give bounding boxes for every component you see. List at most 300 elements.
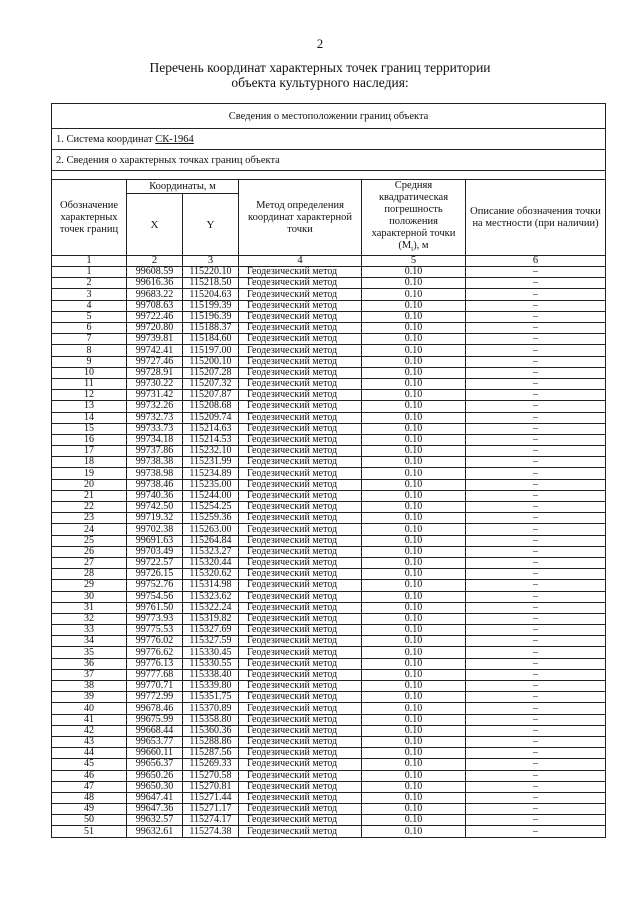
- description: –: [466, 770, 606, 781]
- method: Геодезический метод: [239, 468, 362, 479]
- method: Геодезический метод: [239, 300, 362, 311]
- table-row: [52, 792, 606, 803]
- point-number: 7: [52, 334, 127, 345]
- coord-x: 99742.50: [127, 502, 183, 513]
- error: 0.10: [362, 289, 466, 300]
- table-row: [52, 613, 606, 624]
- coord-y: 115274.38: [183, 826, 239, 837]
- method: Геодезический метод: [239, 692, 362, 703]
- coord-x: 99616.36: [127, 278, 183, 289]
- description: –: [466, 759, 606, 770]
- error: 0.10: [362, 390, 466, 401]
- description: –: [466, 636, 606, 647]
- column-number: 1: [52, 256, 127, 267]
- method: Геодезический метод: [239, 423, 362, 434]
- point-number: 35: [52, 647, 127, 658]
- header-method: Метод определения координат характерной точки: [239, 180, 362, 256]
- error: 0.10: [362, 546, 466, 557]
- point-number: 15: [52, 423, 127, 434]
- table-row: [52, 479, 606, 490]
- coord-x: 99772.99: [127, 692, 183, 703]
- coord-y: 115235.00: [183, 479, 239, 490]
- coord-y: 115263.00: [183, 524, 239, 535]
- error: 0.10: [362, 748, 466, 759]
- point-number: 50: [52, 815, 127, 826]
- coord-y: 115199.39: [183, 300, 239, 311]
- coord-x: 99656.37: [127, 759, 183, 770]
- error: 0.10: [362, 703, 466, 714]
- method: Геодезический метод: [239, 591, 362, 602]
- table-row: [52, 300, 606, 311]
- coord-y: 115338.40: [183, 669, 239, 680]
- table-row: [52, 759, 606, 770]
- coord-y: 115339.80: [183, 681, 239, 692]
- table-row: [52, 378, 606, 389]
- table-row: [52, 334, 606, 345]
- method: Геодезический метод: [239, 323, 362, 334]
- coord-y: 115320.44: [183, 557, 239, 568]
- description: –: [466, 792, 606, 803]
- method: Геодезический метод: [239, 669, 362, 680]
- coord-y: 115207.87: [183, 390, 239, 401]
- table-row: [52, 714, 606, 725]
- point-number: 10: [52, 367, 127, 378]
- coord-y: 115207.28: [183, 367, 239, 378]
- description: –: [466, 725, 606, 736]
- point-number: 38: [52, 681, 127, 692]
- coord-y: 115330.45: [183, 647, 239, 658]
- points-section-label: 2. Сведения о характерных точках границ объекта: [52, 150, 606, 171]
- method: Геодезический метод: [239, 412, 362, 423]
- method: Геодезический метод: [239, 770, 362, 781]
- table-row: [52, 356, 606, 367]
- method: Геодезический метод: [239, 434, 362, 445]
- point-number: 37: [52, 669, 127, 680]
- coord-x: 99738.38: [127, 457, 183, 468]
- method: Геодезический метод: [239, 546, 362, 557]
- description: –: [466, 546, 606, 557]
- point-number: 20: [52, 479, 127, 490]
- coord-y: 115234.89: [183, 468, 239, 479]
- table-row: [52, 524, 606, 535]
- coordinates-table: [51, 103, 606, 838]
- error: 0.10: [362, 345, 466, 356]
- method: Геодезический метод: [239, 569, 362, 580]
- section-header: Сведения о местоположении границ объекта: [52, 104, 606, 129]
- error: 0.10: [362, 669, 466, 680]
- method: Геодезический метод: [239, 826, 362, 837]
- coord-y: 115270.58: [183, 770, 239, 781]
- table-row: [52, 748, 606, 759]
- description: –: [466, 524, 606, 535]
- description: –: [466, 804, 606, 815]
- error: 0.10: [362, 569, 466, 580]
- description: –: [466, 625, 606, 636]
- coord-y: 115244.00: [183, 490, 239, 501]
- coord-y: 115358.80: [183, 714, 239, 725]
- description: –: [466, 692, 606, 703]
- method: Геодезический метод: [239, 725, 362, 736]
- method: Геодезический метод: [239, 781, 362, 792]
- method: Геодезический метод: [239, 759, 362, 770]
- table-row: [52, 658, 606, 669]
- coord-x: 99775.53: [127, 625, 183, 636]
- description: –: [466, 748, 606, 759]
- coord-x: 99752.76: [127, 580, 183, 591]
- error: 0.10: [362, 625, 466, 636]
- table-row: [52, 412, 606, 423]
- table-row: [52, 815, 606, 826]
- table-row: [52, 546, 606, 557]
- point-number: 33: [52, 625, 127, 636]
- coord-x: 99683.22: [127, 289, 183, 300]
- point-number: 16: [52, 434, 127, 445]
- description: –: [466, 781, 606, 792]
- description: –: [466, 826, 606, 837]
- description: –: [466, 289, 606, 300]
- error: 0.10: [362, 804, 466, 815]
- point-number: 11: [52, 378, 127, 389]
- description: –: [466, 300, 606, 311]
- coord-x: 99647.36: [127, 804, 183, 815]
- header-description: Описание обозначения точки на местности (при наличии): [466, 180, 606, 256]
- description: –: [466, 490, 606, 501]
- coord-x: 99653.77: [127, 736, 183, 747]
- description: –: [466, 468, 606, 479]
- coord-y: 115184.60: [183, 334, 239, 345]
- point-number: 17: [52, 446, 127, 457]
- method: Геодезический метод: [239, 535, 362, 546]
- column-number: 3: [183, 256, 239, 267]
- point-number: 19: [52, 468, 127, 479]
- coord-y: 115287.56: [183, 748, 239, 759]
- method: Геодезический метод: [239, 457, 362, 468]
- point-number: 22: [52, 502, 127, 513]
- coord-y: 115327.69: [183, 625, 239, 636]
- description: –: [466, 267, 606, 278]
- description: –: [466, 602, 606, 613]
- table-row: [52, 826, 606, 837]
- description: –: [466, 580, 606, 591]
- document-title: [0, 60, 640, 90]
- error: 0.10: [362, 613, 466, 624]
- method: Геодезический метод: [239, 289, 362, 300]
- point-number: 26: [52, 546, 127, 557]
- coord-y: 115214.63: [183, 423, 239, 434]
- header-y: Y: [183, 194, 239, 256]
- coord-y: 115323.27: [183, 546, 239, 557]
- coord-x: 99761.50: [127, 602, 183, 613]
- description: –: [466, 736, 606, 747]
- error: 0.10: [362, 356, 466, 367]
- description: –: [466, 569, 606, 580]
- coord-x: 99777.68: [127, 669, 183, 680]
- point-number: 45: [52, 759, 127, 770]
- error: 0.10: [362, 580, 466, 591]
- method: Геодезический метод: [239, 524, 362, 535]
- header-x: X: [127, 194, 183, 256]
- error: 0.10: [362, 792, 466, 803]
- table-row: [52, 692, 606, 703]
- coord-y: 115220.10: [183, 267, 239, 278]
- table-row: [52, 446, 606, 457]
- method: Геодезический метод: [239, 490, 362, 501]
- error: 0.10: [362, 602, 466, 613]
- coord-x: 99776.02: [127, 636, 183, 647]
- error: 0.10: [362, 535, 466, 546]
- coord-x: 99734.18: [127, 434, 183, 445]
- coord-y: 115196.39: [183, 311, 239, 322]
- error: 0.10: [362, 479, 466, 490]
- coord-y: 115269.33: [183, 759, 239, 770]
- point-number: 23: [52, 513, 127, 524]
- coord-x: 99730.22: [127, 378, 183, 389]
- coord-x: 99719.32: [127, 513, 183, 524]
- table-row: [52, 602, 606, 613]
- description: –: [466, 647, 606, 658]
- error: 0.10: [362, 815, 466, 826]
- coord-y: 115274.17: [183, 815, 239, 826]
- point-number: 21: [52, 490, 127, 501]
- table-row: [52, 770, 606, 781]
- coord-x: 99739.81: [127, 334, 183, 345]
- coordinate-system: [52, 129, 606, 150]
- method: Геодезический метод: [239, 367, 362, 378]
- error: 0.10: [362, 725, 466, 736]
- coord-y: 115314.98: [183, 580, 239, 591]
- title-line-2: объекта культурного наследия:: [231, 75, 409, 90]
- table-row: [52, 367, 606, 378]
- method: Геодезический метод: [239, 748, 362, 759]
- point-number: 12: [52, 390, 127, 401]
- coord-x: 99647.41: [127, 792, 183, 803]
- method: Геодезический метод: [239, 736, 362, 747]
- coord-y: 115271.44: [183, 792, 239, 803]
- error: 0.10: [362, 446, 466, 457]
- error: 0.10: [362, 278, 466, 289]
- header-coordinates: Координаты, м: [127, 180, 239, 194]
- coord-x: 99770.71: [127, 681, 183, 692]
- description: –: [466, 815, 606, 826]
- coord-x: 99726.15: [127, 569, 183, 580]
- error: 0.10: [362, 513, 466, 524]
- error: 0.10: [362, 557, 466, 568]
- error: 0.10: [362, 334, 466, 345]
- coord-x: 99737.86: [127, 446, 183, 457]
- description: –: [466, 434, 606, 445]
- coord-x: 99742.41: [127, 345, 183, 356]
- error: 0.10: [362, 736, 466, 747]
- coord-y: 115218.50: [183, 278, 239, 289]
- point-number: 24: [52, 524, 127, 535]
- method: Геодезический метод: [239, 703, 362, 714]
- coord-x: 99660.11: [127, 748, 183, 759]
- method: Геодезический метод: [239, 345, 362, 356]
- table-row: [52, 625, 606, 636]
- description: –: [466, 378, 606, 389]
- header-designation: Обозначение характерных точек границ: [52, 180, 127, 256]
- error: 0.10: [362, 681, 466, 692]
- point-number: 31: [52, 602, 127, 613]
- error: 0.10: [362, 378, 466, 389]
- method: Геодезический метод: [239, 602, 362, 613]
- column-number: 2: [127, 256, 183, 267]
- description: –: [466, 446, 606, 457]
- method: Геодезический метод: [239, 613, 362, 624]
- column-number: 5: [362, 256, 466, 267]
- coord-y: 115214.53: [183, 434, 239, 445]
- method: Геодезический метод: [239, 804, 362, 815]
- error: 0.10: [362, 434, 466, 445]
- coord-y: 115370.89: [183, 703, 239, 714]
- point-number: 30: [52, 591, 127, 602]
- coord-x: 99727.46: [127, 356, 183, 367]
- error: 0.10: [362, 323, 466, 334]
- point-number: 40: [52, 703, 127, 714]
- description: –: [466, 401, 606, 412]
- coord-y: 115288.86: [183, 736, 239, 747]
- coord-y: 115204.63: [183, 289, 239, 300]
- table-row: [52, 323, 606, 334]
- table-row: [52, 278, 606, 289]
- error: 0.10: [362, 591, 466, 602]
- spacer-row: [52, 171, 606, 180]
- coord-x: 99776.13: [127, 658, 183, 669]
- coord-x: 99708.63: [127, 300, 183, 311]
- method: Геодезический метод: [239, 815, 362, 826]
- table-row: [52, 390, 606, 401]
- error: 0.10: [362, 401, 466, 412]
- coord-x: 99650.26: [127, 770, 183, 781]
- method: Геодезический метод: [239, 479, 362, 490]
- table-row: [52, 457, 606, 468]
- coord-y: 115264.84: [183, 535, 239, 546]
- table-row: [52, 636, 606, 647]
- title-line-1: Перечень координат характерных точек границ территории: [149, 60, 491, 75]
- error: 0.10: [362, 759, 466, 770]
- point-number: 49: [52, 804, 127, 815]
- error: 0.10: [362, 714, 466, 725]
- coord-x: 99678.46: [127, 703, 183, 714]
- method: Геодезический метод: [239, 792, 362, 803]
- method: Геодезический метод: [239, 647, 362, 658]
- method: Геодезический метод: [239, 334, 362, 345]
- method: Геодезический метод: [239, 378, 362, 389]
- coord-x: 99776.62: [127, 647, 183, 658]
- coord-y: 115351.75: [183, 692, 239, 703]
- method: Геодезический метод: [239, 714, 362, 725]
- description: –: [466, 457, 606, 468]
- description: –: [466, 278, 606, 289]
- coord-x: 99668.44: [127, 725, 183, 736]
- description: –: [466, 356, 606, 367]
- table-row: [52, 434, 606, 445]
- table-row: [52, 502, 606, 513]
- coord-y: 115254.25: [183, 502, 239, 513]
- description: –: [466, 714, 606, 725]
- point-number: 6: [52, 323, 127, 334]
- description: –: [466, 535, 606, 546]
- point-number: 13: [52, 401, 127, 412]
- description: –: [466, 334, 606, 345]
- coord-y: 115209.74: [183, 412, 239, 423]
- description: –: [466, 311, 606, 322]
- table-row: [52, 423, 606, 434]
- method: Геодезический метод: [239, 636, 362, 647]
- coord-y: 115327.59: [183, 636, 239, 647]
- coord-x: 99733.73: [127, 423, 183, 434]
- point-number: 34: [52, 636, 127, 647]
- coord-x: 99722.46: [127, 311, 183, 322]
- error: 0.10: [362, 647, 466, 658]
- coord-x: 99738.46: [127, 479, 183, 490]
- description: –: [466, 613, 606, 624]
- error: 0.10: [362, 311, 466, 322]
- coord-x: 99703.49: [127, 546, 183, 557]
- method: Геодезический метод: [239, 513, 362, 524]
- error: 0.10: [362, 300, 466, 311]
- description: –: [466, 513, 606, 524]
- description: –: [466, 412, 606, 423]
- table-row: [52, 490, 606, 501]
- coord-x: 99722.57: [127, 557, 183, 568]
- error: 0.10: [362, 826, 466, 837]
- error: 0.10: [362, 658, 466, 669]
- description: –: [466, 323, 606, 334]
- column-number: 4: [239, 256, 362, 267]
- description: –: [466, 557, 606, 568]
- coordinate-system-value: СК-1964: [155, 133, 194, 145]
- description: –: [466, 502, 606, 513]
- method: Геодезический метод: [239, 681, 362, 692]
- error: 0.10: [362, 781, 466, 792]
- description: –: [466, 423, 606, 434]
- table-row: [52, 267, 606, 278]
- point-number: 44: [52, 748, 127, 759]
- description: –: [466, 591, 606, 602]
- table-row: [52, 725, 606, 736]
- point-number: 47: [52, 781, 127, 792]
- coord-y: 115270.81: [183, 781, 239, 792]
- point-number: 1: [52, 267, 127, 278]
- column-number: 6: [466, 256, 606, 267]
- table-row: [52, 468, 606, 479]
- coord-y: 115231.99: [183, 457, 239, 468]
- description: –: [466, 479, 606, 490]
- table-row: [52, 345, 606, 356]
- table-row: [52, 591, 606, 602]
- coord-y: 115319.82: [183, 613, 239, 624]
- coord-y: 115197.00: [183, 345, 239, 356]
- table-row: [52, 401, 606, 412]
- point-number: 3: [52, 289, 127, 300]
- coordinate-system-label: 1. Система координат: [56, 133, 156, 145]
- coord-x: 99702.38: [127, 524, 183, 535]
- table-row: [52, 580, 606, 591]
- table-row: [52, 557, 606, 568]
- error: 0.10: [362, 490, 466, 501]
- coord-x: 99773.93: [127, 613, 183, 624]
- error: 0.10: [362, 636, 466, 647]
- table-row: [52, 681, 606, 692]
- method: Геодезический метод: [239, 658, 362, 669]
- point-number: 39: [52, 692, 127, 703]
- table-row: [52, 781, 606, 792]
- method: Геодезический метод: [239, 390, 362, 401]
- coord-x: 99740.36: [127, 490, 183, 501]
- method: Геодезический метод: [239, 557, 362, 568]
- coord-x: 99720.80: [127, 323, 183, 334]
